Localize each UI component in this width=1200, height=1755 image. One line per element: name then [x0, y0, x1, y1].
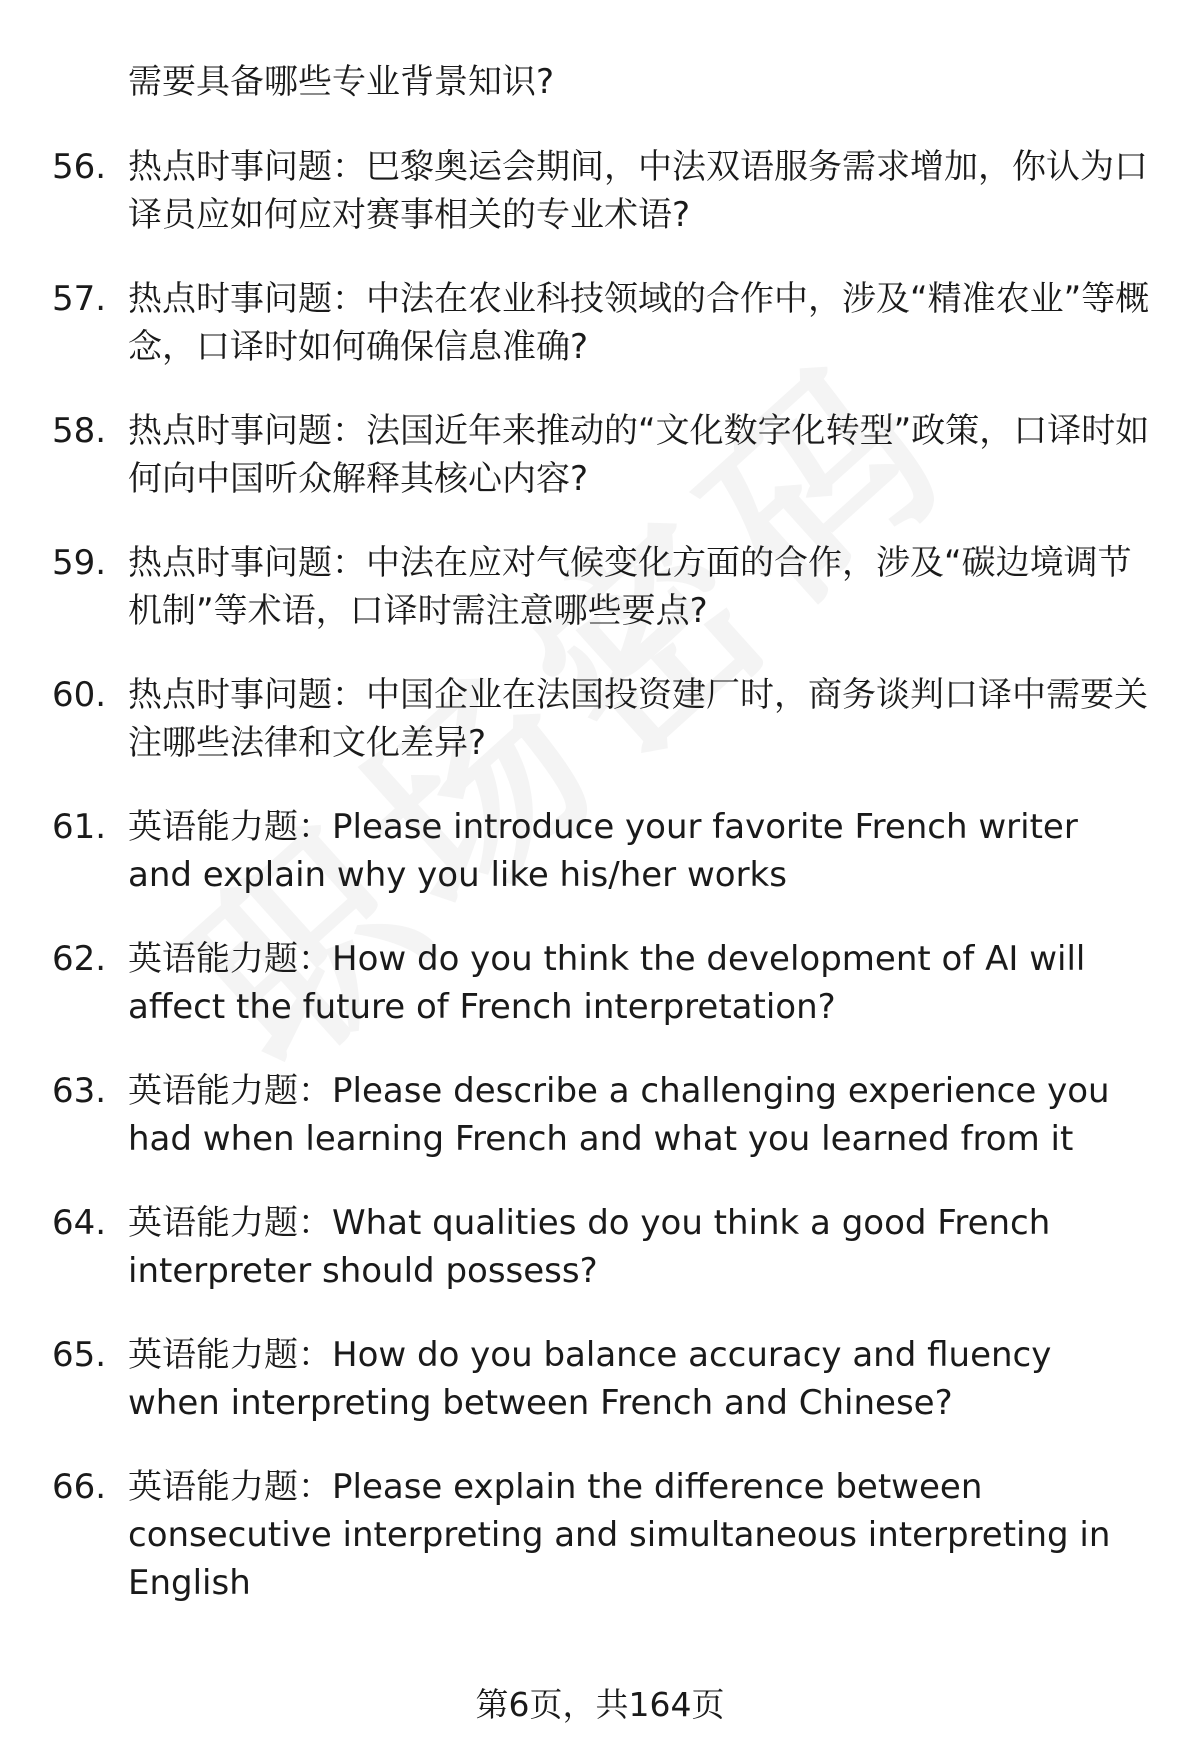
question-number: 61. — [52, 807, 107, 847]
question-number: 62. — [52, 939, 107, 979]
question-text: 英语能力题：What qualities do you think a good French interpreter should possess? — [128, 1203, 1051, 1291]
question-text: 热点时事问题：中国企业在法国投资建厂时，商务谈判口译中需要关注哪些法律和文化差异? — [128, 675, 1148, 763]
question-item — [0, 143, 1200, 239]
question-text: 热点时事问题：中法在农业科技领域的合作中，涉及“精准农业”等概念，口译时如何确保信息准确? — [128, 279, 1150, 367]
question-list — [0, 143, 1200, 1643]
question-number: 56. — [52, 147, 107, 187]
question-text: 英语能力题：How do you balance accuracy and fluency when interpreting between French and Chinese? — [128, 1335, 1052, 1423]
question-item — [0, 407, 1200, 503]
question-text: 英语能力题：How do you think the development of AI will affect the future of French interpretation? — [128, 939, 1086, 1027]
question-number: 58. — [52, 411, 107, 451]
question-text: 英语能力题：Please explain the difference between consecutive interpreting and simultaneous interpreting in English — [128, 1467, 1111, 1603]
question-text: 热点时事问题：巴黎奥运会期间，中法双语服务需求增加，你认为口译员应如何应对赛事相关的专业术语? — [128, 147, 1148, 235]
question-number: 66. — [52, 1467, 107, 1507]
continued-question-text: 需要具备哪些专业背景知识? — [128, 62, 555, 102]
question-text: 英语能力题：Please describe a challenging experience you had when learning French and what you learned from it — [128, 1071, 1110, 1159]
question-number: 64. — [52, 1203, 107, 1243]
question-number: 63. — [52, 1071, 107, 1111]
question-number: 59. — [52, 543, 107, 583]
question-number: 65. — [52, 1335, 107, 1375]
question-text: 热点时事问题：法国近年来推动的“文化数字化转型”政策，口译时如何向中国听众解释其核心内容? — [128, 411, 1150, 499]
question-text: 英语能力题：Please introduce your favorite French writer and explain why you like his/her works — [128, 807, 1078, 895]
question-item — [0, 1067, 1200, 1163]
question-item — [0, 1463, 1200, 1607]
question-item — [0, 1331, 1200, 1427]
question-item — [0, 803, 1200, 899]
question-item — [0, 935, 1200, 1031]
page-number-footer: 第6页，共164页 — [475, 1685, 725, 1724]
question-item — [0, 671, 1200, 767]
question-number: 57. — [52, 279, 107, 319]
question-item — [0, 539, 1200, 635]
question-number: 60. — [52, 675, 107, 715]
question-text: 热点时事问题：中法在应对气候变化方面的合作，涉及“碳边境调节机制”等术语，口译时需注意哪些要点? — [128, 543, 1132, 631]
question-item — [0, 1199, 1200, 1295]
question-item — [0, 275, 1200, 371]
